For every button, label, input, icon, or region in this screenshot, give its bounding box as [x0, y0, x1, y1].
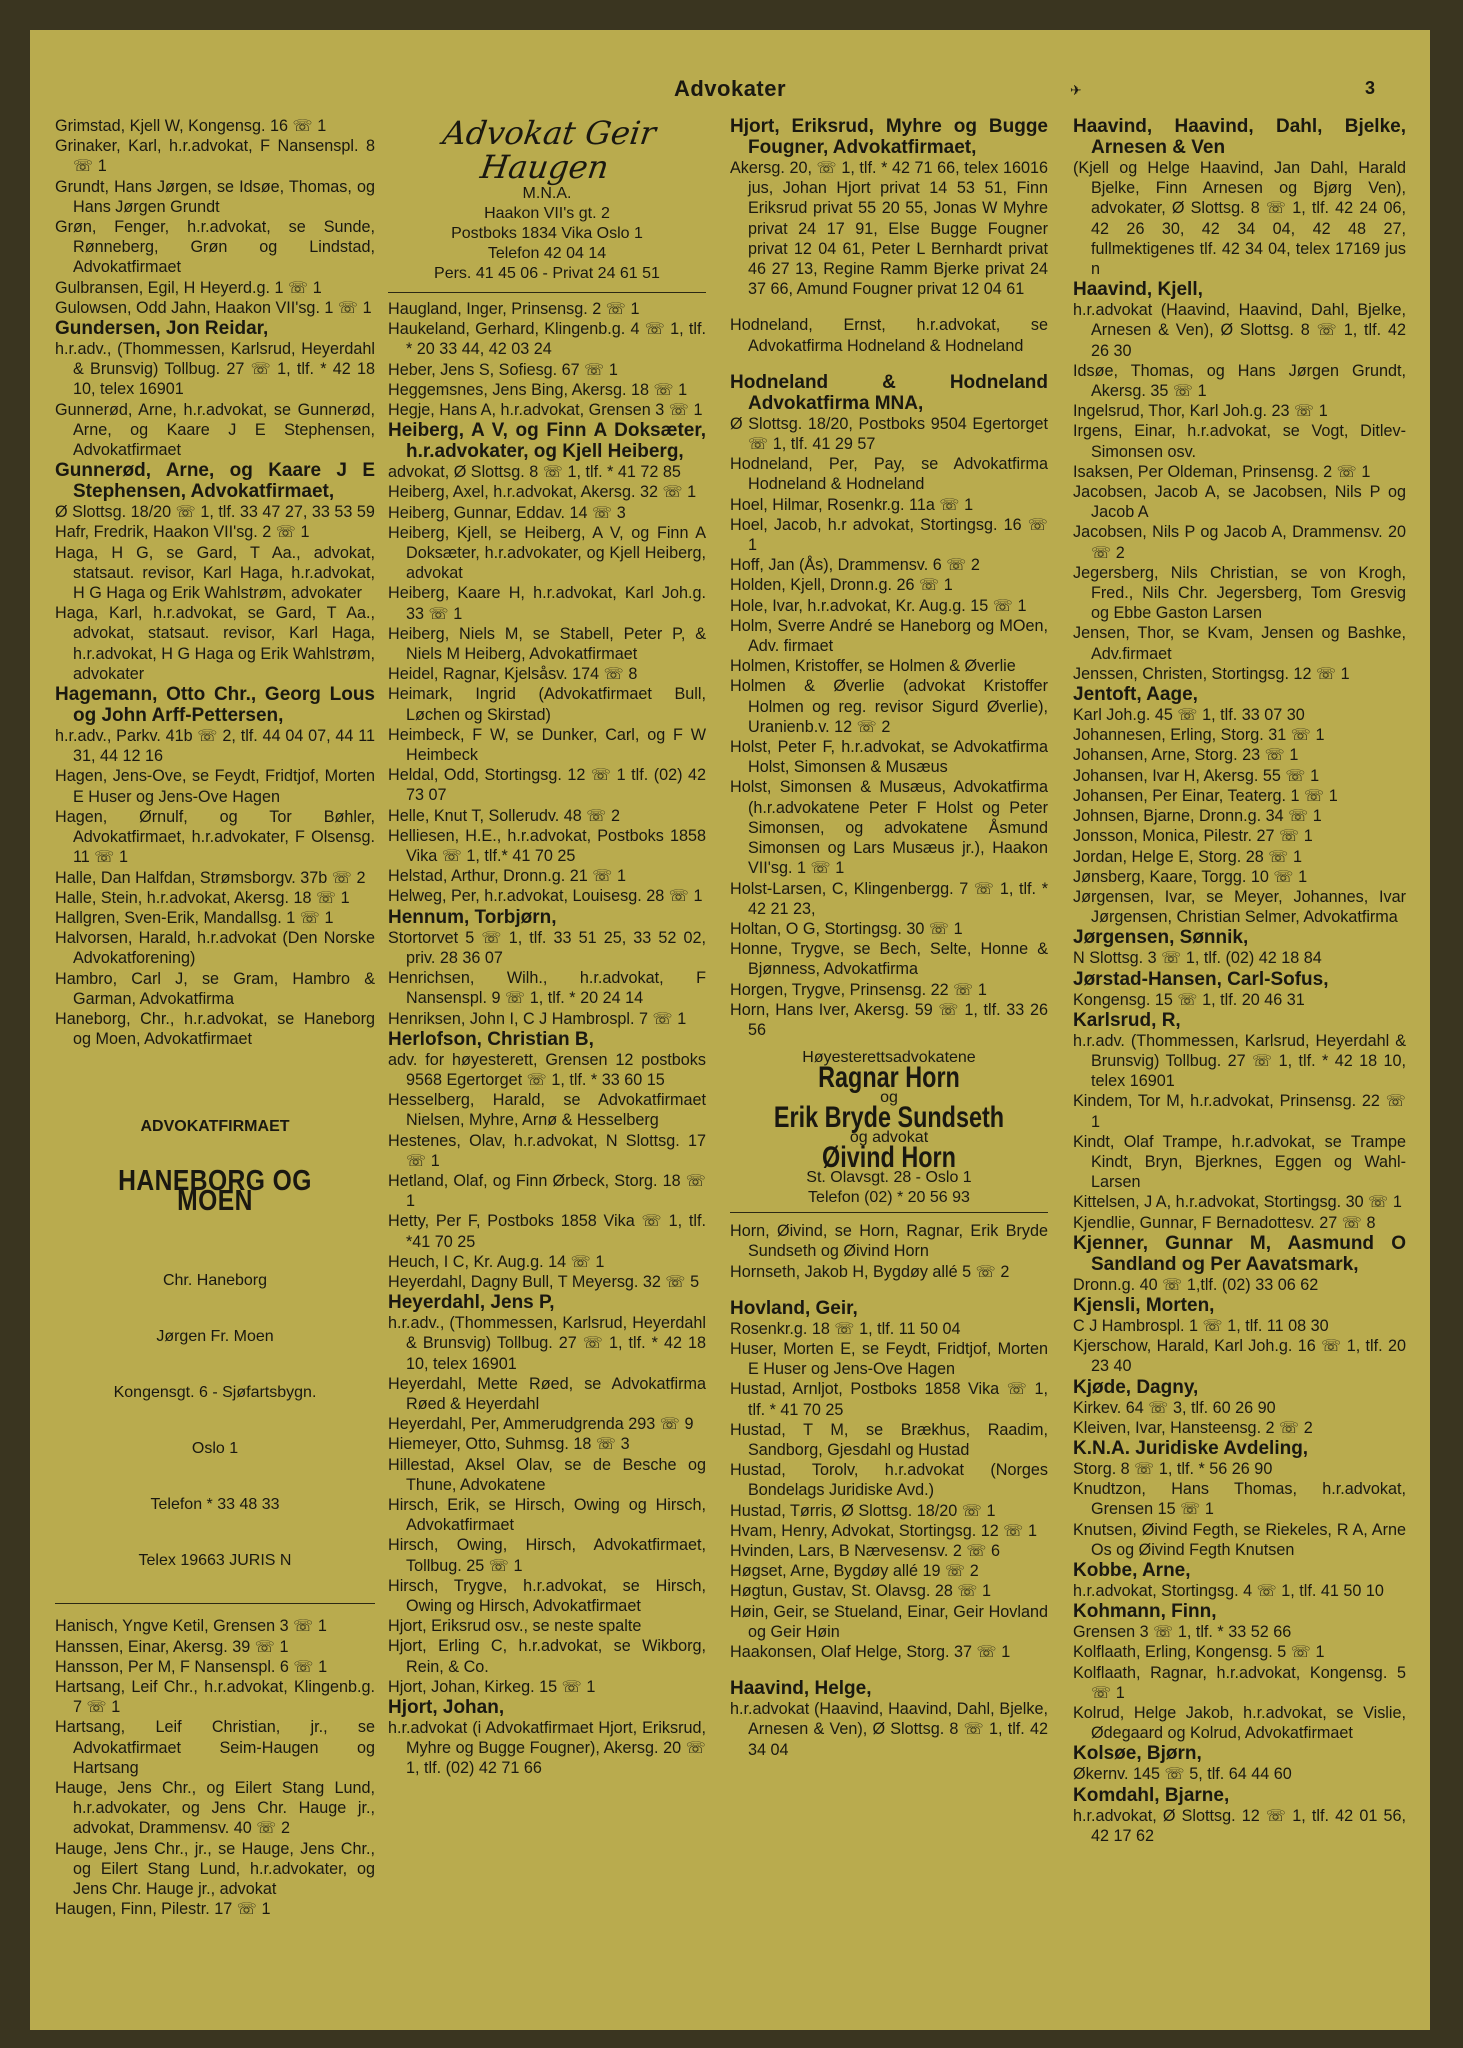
bold-entry-name: Jørstad-Hansen, Carl-Sofus,	[1073, 968, 1329, 990]
bold-entry-name: Kjenner, Gunnar M, Aasmund O Sandland og Per Aavatsmark,	[1073, 1232, 1406, 1275]
directory-entry: Huser, Morten E, se Feydt, Fridtjof, Morten E Huser og Jens-Ove Hagen	[730, 1339, 1048, 1379]
entry-detail: C J Hambrospl. 1 ☏ 1, tlf. 11 08 30	[1073, 1316, 1329, 1335]
bold-entry-name: Kjøde, Dagny,	[1073, 1376, 1199, 1398]
directory-entry: Gulowsen, Odd Jahn, Haakon VII'sg. 1 ☏ 1	[55, 298, 372, 317]
bold-entry-name: Jentoft, Aage,	[1073, 684, 1198, 706]
directory-entry: Grinaker, Karl, h.r.advokat, F Nansenspl. 8 ☏ 1	[55, 137, 375, 176]
bold-entry-name: Haavind, Kjell,	[1073, 279, 1203, 301]
directory-entry: Hvam, Henry, Advokat, Stortingsg. 12 ☏ 1	[730, 1521, 1037, 1540]
column-1	[55, 116, 375, 1919]
bold-entry-name: Gundersen, Jon Reidar,	[55, 318, 269, 340]
ad-line: St. Olavsgt. 28 - Oslo 1	[806, 1169, 972, 1187]
directory-entry: Kindem, Tor M, h.r.advokat, Prinsensg. 22 ☏ 1	[1073, 1092, 1406, 1131]
directory-entry: Heiberg, Niels M, se Stabell, Peter P, & Niels M Heiberg, Advokatfirmaet	[388, 624, 706, 664]
directory-entry: Heyerdahl, Dagny Bull, T Meyersg. 32 ☏ 5	[388, 1272, 700, 1291]
directory-entry: Halvorsen, Harald, h.r.advokat (Den Norske Advokatforening)	[55, 929, 375, 968]
entry-list	[388, 299, 706, 420]
directory-entry: Kjerschow, Harald, Karl Joh.g. 16 ☏ 1, tlf. 20 23 40	[1073, 1337, 1406, 1376]
directory-entry: Johansen, Ivar H, Akersg. 55 ☏ 1	[1073, 766, 1320, 785]
directory-entry: Holtan, O G, Stortingsg. 30 ☏ 1	[730, 919, 963, 938]
page-title: Advokater	[673, 76, 787, 101]
entry-detail: h.r.adv., Parkv. 41b ☏ 2, tlf. 44 04 07, 44 11 31, 44 12 16	[55, 727, 375, 766]
directory-entry: Haga, Karl, h.r.advokat, se Gard, T Aa., advokat, statsaut. revisor, Karl Haga, h.r.advokat, H G Haga og Erik Wahlstrøm, advokater	[55, 604, 375, 683]
entry-detail: h.r.advokat (Haavind, Haavind, Dahl, Bjelke, Arnesen & Ven), Ø Slottsg. 8 ☏ 1, tlf. 42 34 04	[730, 1700, 1048, 1759]
ad-line: Postboks 1834 Vika Oslo 1	[451, 225, 643, 242]
entry-detail: h.r.adv., (Thommessen, Karlsrud, Heyerdahl & Brunsvig) Tollbug. 27 ☏ 1, tlf. * 42 18 10, telex 16901	[55, 340, 375, 399]
ad-line: M.N.A.	[522, 185, 572, 202]
directory-entry: Jenssen, Christen, Stortingsg. 12 ☏ 1	[1073, 664, 1350, 683]
bold-entry-name: Heiberg, A V, og Finn A Doksæter, h.r.advokater, og Kjell Heiberg,	[388, 420, 706, 463]
bold-entry-name: Kobbe, Arne,	[1073, 1559, 1191, 1581]
directory-entry: Høgset, Arne, Bygdøy allé 19 ☏ 2	[730, 1562, 979, 1581]
bold-entry-name: Kjensli, Morten,	[1073, 1294, 1215, 1316]
directory-entry: Irgens, Einar, h.r.advokat, se Vogt, Ditlev-Simonsen osv.	[1073, 422, 1406, 461]
directory-entry: Haga, H G, se Gard, T Aa., advokat, statsaut. revisor, Karl Haga, h.r.advokat, H G Haga og Erik Wahlstrøm, advokater	[55, 543, 375, 603]
directory-entry: Heimark, Ingrid (Advokatfirmaet Bull, Løchen og Skirstad)	[388, 685, 706, 724]
directory-entry: Holmen & Øverlie (advokat Kristoffer Holmen og reg. revisor Sigurd Øverlie), Uranienb.v. 12 ☏ 2	[730, 677, 1048, 736]
ornament-icon: ✈	[1070, 82, 1082, 98]
entry-detail: Kirkev. 64 ☏ 3, tlf. 60 26 90	[1073, 1398, 1276, 1417]
entry-list	[1073, 1642, 1406, 1743]
directory-entry: Hafr, Fredrik, Haakon VII'sg. 2 ☏ 1	[55, 523, 310, 542]
directory-entry: Kjendlie, Gunnar, F Bernadottesv. 27 ☏ 8	[1073, 1213, 1376, 1232]
entry-list	[388, 1374, 706, 1697]
directory-entry: Heimbeck, F W, se Dunker, Carl, og F W Heimbeck	[388, 725, 706, 765]
directory-entry: Idsøe, Thomas, og Hans Jørgen Grundt, Akersg. 35 ☏ 1	[1073, 361, 1406, 401]
column-4	[1073, 116, 1406, 1846]
directory-entry: Hoel, Hilmar, Rosenkr.g. 11a ☏ 1	[730, 495, 974, 514]
page-number: 3	[1365, 78, 1376, 98]
directory-entry: Haukeland, Gerhard, Klingenb.g. 4 ☏ 1, tlf. * 20 33 44, 42 03 24	[388, 320, 706, 359]
directory-entry: Hartsang, Leif Christian, jr., se Advokatfirmaet Seim-Haugen og Hartsang	[55, 1718, 375, 1777]
directory-entry: Henriksen, John I, C J Hambrospl. 7 ☏ 1	[388, 1009, 687, 1028]
directory-entry: Jonsson, Monica, Pilestr. 27 ☏ 1	[1073, 827, 1313, 846]
directory-entry: Hetland, Olaf, og Finn Ørbeck, Storg. 18 ☏ 1	[388, 1171, 706, 1211]
entry-detail: N Slottsg. 3 ☏ 1, tlf. (02) 42 18 84	[1073, 949, 1322, 968]
directory-entry: Heyerdahl, Mette Røed, se Advokatfirma Røed & Heyerdahl	[388, 1374, 706, 1413]
directory-entry: Johannesen, Erling, Storg. 31 ☏ 1	[1073, 726, 1325, 745]
entry-detail: Økernv. 145 ☏ 5, tlf. 64 44 60	[1073, 1765, 1292, 1784]
directory-entry: Grundt, Hans Jørgen, se Idsøe, Thomas, og Hans Jørgen Grundt	[55, 177, 375, 216]
directory-entry: Heggemsnes, Jens Bing, Akersg. 18 ☏ 1	[388, 380, 688, 399]
entry-detail: Stortorvet 5 ☏ 1, tlf. 33 51 25, 33 52 02, priv. 28 36 07	[388, 928, 706, 967]
directory-entry: Johnsen, Bjarne, Dronn.g. 34 ☏ 1	[1073, 807, 1322, 826]
directory-entry: Knutsen, Øivind Fegth, se Riekeles, R A, Arne Os og Øivind Fegth Knutsen	[1073, 1520, 1406, 1559]
directory-entry: Helweg, Per, h.r.advokat, Louisesg. 28 ☏ 1	[388, 887, 703, 906]
bold-entry-name: Hovland, Geir,	[730, 1297, 858, 1319]
ad-line: Telex 19663 JURIS N	[138, 1552, 292, 1570]
directory-entry: Heuch, I C, Kr. Aug.g. 14 ☏ 1	[388, 1252, 605, 1271]
directory-entry: Heyerdahl, Per, Ammerudgrenda 293 ☏ 9	[388, 1415, 694, 1434]
directory-entry: Kindt, Olaf Trampe, h.r.advokat, se Trampe Kindt, Bryn, Bjerknes, Eggen og Wahl-Larsen	[1073, 1132, 1406, 1192]
bold-entry-name: Kohmann, Finn,	[1073, 1601, 1217, 1623]
directory-entry: Hetty, Per F, Postboks 1858 Vika ☏ 1, tlf. *41 70 25	[388, 1212, 706, 1251]
column-3	[730, 116, 1048, 1760]
entry-list	[1073, 725, 1406, 927]
directory-entry: Hagen, Ørnulf, og Tor Bøhler, Advokatfirmaet, h.r.advokater, F Olsensg. 11 ☏ 1	[55, 807, 375, 867]
directory-entry: Hoff, Jan (Ås), Drammensv. 6 ☏ 2	[730, 556, 980, 575]
entry-list	[1073, 1091, 1406, 1232]
directory-entry: Haakonsen, Olaf Helge, Storg. 37 ☏ 1	[730, 1642, 1011, 1661]
directory-entry: Hestenes, Olav, h.r.advokat, N Slottsg. 17 ☏ 1	[388, 1131, 706, 1170]
directory-entry: Hegje, Hans A, h.r.advokat, Grensen 3 ☏ 1	[388, 401, 703, 420]
ad-line: Haakon VII's gt. 2	[484, 205, 610, 222]
bold-entry-name: Haavind, Haavind, Dahl, Bjelke, Arnesen & Ven	[1073, 116, 1406, 158]
entry-list	[1073, 1336, 1406, 1376]
entry-list	[1073, 1479, 1406, 1560]
directory-entry: Holst, Simonsen & Musæus, Advokatfirma (h.r.advokatene Peter F Holst og Peter Simonsen, og advokatene Åsmund Simonsen og Lars Musæus jr.), Haakon VII'sg. 1 ☏ 1	[730, 778, 1048, 878]
entry-list	[388, 1090, 706, 1292]
directory-entry: Kolflaath, Ragnar, h.r.advokat, Kongensg. 5 ☏ 1	[1073, 1663, 1406, 1702]
directory-entry: Heiberg, Kjell, se Heiberg, A V, og Finn A Doksæter, h.r.advokater, og Kjell Heiberg, advokat	[388, 523, 706, 583]
entry: Gunnerød, Arne, h.r.advokat, se Gunnerød, Arne, og Kaare J E Stephensen, Advokatfirmaet	[55, 400, 375, 460]
ad-name: Erik Bryde Sundseth	[773, 1101, 1005, 1135]
ad-line: Telefon * 33 48 33	[150, 1496, 280, 1514]
directory-entry: Hambro, Carl J, se Gram, Hambro & Garman, Advokatfirma	[55, 969, 375, 1008]
directory-entry: Hustad, T M, se Brækhus, Raadim, Sandborg, Gjesdahl og Hustad	[730, 1420, 1048, 1459]
directory-entry: Jacobsen, Jacob A, se Jacobsen, Nils P og Jacob A	[1073, 483, 1406, 522]
directory-entry: Heidel, Ragnar, Kjelsåsv. 174 ☏ 8	[388, 665, 638, 684]
haneborg-ad	[55, 1117, 375, 1604]
directory-entry: Hirsch, Owing, Hirsch, Advokatfirmaet, Tollbug. 25 ☏ 1	[388, 1536, 706, 1575]
entry-detail: Rosenkr.g. 18 ☏ 1, tlf. 11 50 04	[730, 1319, 961, 1338]
bold-entry-name: K.N.A. Juridiske Avdeling,	[1073, 1437, 1309, 1459]
entry-list	[730, 454, 1048, 1040]
bold-entry-name: Hennum, Torbjørn,	[388, 906, 557, 928]
bold-entry-name: Hjort, Johan,	[388, 1697, 505, 1718]
directory-entry: Helstad, Arthur, Dronn.g. 21 ☏ 1	[388, 867, 626, 886]
directory-entry: Hauge, Jens Chr., og Eilert Stang Lund, h.r.advokater, og Jens Chr. Hauge jr., advokat, Drammensv. 40 ☏ 2	[55, 1778, 375, 1838]
directory-entry: Haugen, Finn, Pilestr. 17 ☏ 1	[55, 1900, 271, 1919]
entry-list	[55, 522, 375, 684]
directory-entry: Hallgren, Sven-Erik, Mandallsg. 1 ☏ 1	[55, 908, 334, 927]
directory-entry: Kolrud, Helge Jakob, h.r.advokat, se Vislie, Ødegaard og Kolrud, Advokatfirmaet	[1073, 1704, 1406, 1743]
bold-entry-name: Komdahl, Bjarne,	[1073, 1784, 1230, 1806]
ad-name: Ragnar Horn	[818, 1061, 960, 1095]
entry-list	[55, 766, 375, 1049]
directory-entry: Hiemeyer, Otto, Suhmsg. 18 ☏ 3	[388, 1435, 630, 1454]
directory-entry: Henrichsen, Wilh., h.r.advokat, F Nansenspl. 9 ☏ 1, tlf. * 20 24 14	[388, 969, 706, 1008]
ad-line: Chr. Haneborg	[162, 1272, 268, 1290]
directory-entry: Haugland, Inger, Prinsensg. 2 ☏ 1	[388, 300, 640, 318]
directory-entry: Kleiven, Ivar, Hansteensg. 2 ☏ 2	[1073, 1418, 1313, 1437]
bold-entry-name: Kolsøe, Bjørn,	[1073, 1743, 1202, 1765]
entry-list	[388, 968, 706, 1029]
entry: Hodneland, Ernst, h.r.advokat, se Advokatfirma Hodneland & Hodneland	[730, 316, 1048, 355]
directory-entry: Heiberg, Kaare H, h.r.advokat, Karl Joh.g. 33 ☏ 1	[388, 584, 706, 623]
entry-detail: h.r.adv., (Thommessen, Karlsrud, Heyerdahl & Brunsvig) Tollbug. 27 ☏ 1, tlf. * 42 18 10, telex 16901	[388, 1314, 706, 1373]
directory-entry: Hjort, Johan, Kirkeg. 15 ☏ 1	[388, 1677, 596, 1696]
directory-entry: Johansen, Arne, Storg. 23 ☏ 1	[1073, 746, 1299, 765]
entry-detail: Dronn.g. 40 ☏ 1,tlf. (02) 33 06 62	[1073, 1275, 1319, 1294]
entry-detail: Storg. 8 ☏ 1, tlf. * 56 26 90	[1073, 1459, 1273, 1478]
directory-entry: Hartsang, Leif Chr., h.r.advokat, Klingenb.g. 7 ☏ 1	[55, 1677, 375, 1717]
directory-entry: Holden, Kjell, Dronn.g. 26 ☏ 1	[730, 576, 953, 595]
directory-page	[30, 30, 1430, 2030]
bold-entry-name: Hagemann, Otto Chr., Georg Lous og John Arff-Pettersen,	[55, 684, 375, 727]
directory-entry: Isaksen, Per Oldeman, Prinsensg. 2 ☏ 1	[1073, 462, 1371, 481]
divider	[55, 1603, 375, 1604]
bold-entry-name: Jørgensen, Sønnik,	[1073, 927, 1249, 949]
directory-entry: Hirsch, Trygve, h.r.advokat, se Hirsch, Owing og Hirsch, Advokatfirmaet	[388, 1576, 706, 1615]
entry-list	[55, 116, 375, 318]
directory-entry: Honne, Trygve, se Bech, Selte, Honne & Bjønness, Advokatfirma	[730, 940, 1048, 979]
directory-entry: Hjort, Erling C, h.r.advokat, se Wikborg, Rein, & Co.	[388, 1637, 706, 1676]
directory-entry: Heldal, Odd, Stortingsg. 12 ☏ 1 tlf. (02) 42 73 07	[388, 766, 706, 805]
directory-entry: Hustad, Torolv, h.r.advokat (Norges Bondelags Juridiske Avd.)	[730, 1461, 1048, 1500]
directory-entry: Holm, Sverre André se Haneborg og MOen, Adv. firmaet	[730, 616, 1048, 656]
ad-logo: Advokat Geir Haugen	[440, 114, 659, 186]
entry-detail: Akersg. 20, ☏ 1, tlf. * 42 71 66, telex 16016 jus, Johan Hjort privat 14 53 51, Finn Eriksrud privat 55 20 55, Jonas W Myhre privat 24 17 91, Else Bugge Fougner privat 12 04 61, Peter L Bernhardt privat 46 27 13, Regine Ramm Bjerke privat 24 37 66, Amund Fougner privat 12 04 61	[730, 159, 1048, 299]
entry-list	[388, 482, 706, 906]
entry-detail: Grensen 3 ☏ 1, tlf. * 33 52 66	[1073, 1623, 1292, 1642]
directory-entry: Heiberg, Axel, h.r.advokat, Akersg. 32 ☏ 1	[388, 483, 697, 502]
entry-detail: advokat, Ø Slottsg. 8 ☏ 1, tlf. * 41 72 85	[388, 463, 681, 482]
directory-entry: Helle, Knut T, Sollerudv. 48 ☏ 2	[388, 806, 620, 825]
directory-entry: Heiberg, Gunnar, Eddav. 14 ☏ 3	[388, 503, 626, 522]
directory-entry: Grøn, Fenger, h.r.advokat, se Sunde, Rønneberg, Grøn og Lindstad, Advokatfirmaet	[55, 218, 375, 277]
entry-list	[730, 1221, 1048, 1282]
entry-detail: (Kjell og Helge Haavind, Jan Dahl, Harald Bjelke, Finn Arnesen og Bjørg Ven), advokater, Ø Slottsg. 8 ☏ 1, tlf. 42 24 06, 42 26 30, 42 34 04, 42 48 27, fullmektigenes tlf. 42 34 04, telex 17169 jus n	[1073, 159, 1406, 279]
directory-entry: Høin, Geir, se Stueland, Einar, Geir Hovland og Geir Høin	[730, 1602, 1048, 1641]
entry-detail: Ø Slottsg. 18/20, Postboks 9504 Egertorget ☏ 1, tlf. 41 29 57	[730, 414, 1048, 454]
directory-entry: Hoel, Jacob, h.r advokat, Stortingsg. 16 ☏ 1	[730, 515, 1048, 555]
entry-list	[1073, 1418, 1406, 1438]
directory-entry: Hauge, Jens Chr., jr., se Hauge, Jens Chr., og Eilert Stang Lund, h.r.advokater, og Jens Chr. Hauge jr., advokat	[55, 1839, 375, 1898]
directory-entry: Jønsberg, Kaare, Torgg. 10 ☏ 1	[1073, 867, 1308, 886]
ad-line: Pers. 41 45 06 - Privat 24 61 51	[434, 265, 660, 282]
directory-entry: Hvinden, Lars, B Nærvesensv. 2 ☏ 6	[730, 1541, 1001, 1560]
directory-entry: Johansen, Per Einar, Teaterg. 1 ☏ 1	[1073, 786, 1338, 805]
ad-line: Kongensgt. 6 - Sjøfartsbygn.	[113, 1384, 317, 1402]
directory-entry: Horgen, Trygve, Prinsensg. 22 ☏ 1	[730, 980, 987, 999]
directory-entry: Høgtun, Gustav, St. Olavsg. 28 ☏ 1	[730, 1582, 992, 1601]
directory-entry: Gulbransen, Egil, H Heyerd.g. 1 ☏ 1	[55, 278, 322, 297]
directory-entry: Hansson, Per M, F Nansenspl. 6 ☏ 1	[55, 1657, 328, 1676]
directory-entry: Ingelsrud, Thor, Karl Joh.g. 23 ☏ 1	[1073, 402, 1328, 421]
directory-entry: Jegersberg, Nils Christian, se von Krogh, Fred., Nils Chr. Jegersberg, Tom Gresvig og Ebbe Gaston Larsen	[1073, 563, 1406, 623]
directory-entry: Kittelsen, J A, h.r.advokat, Stortingsg. 30 ☏ 1	[1073, 1193, 1402, 1212]
entry-list	[730, 1339, 1048, 1662]
directory-entry: Grimstad, Kjell W, Kongensg. 16 ☏ 1	[55, 117, 327, 135]
entry-detail: h.r.advokat, Stortingsg. 4 ☏ 1, tlf. 41 50 10	[1073, 1581, 1384, 1600]
ad-name: Øivind Horn	[822, 1141, 956, 1175]
directory-entry: Holst, Peter F, h.r.advokat, se Advokatfirma Holst, Simonsen & Musæus	[730, 738, 1048, 777]
bold-entry-name: Karlsrud, R,	[1073, 1009, 1181, 1031]
directory-entry: Kolflaath, Erling, Kongensg. 5 ☏ 1	[1073, 1643, 1325, 1662]
directory-entry: Hustad, Tørris, Ø Slottsg. 18/20 ☏ 1	[730, 1501, 996, 1520]
ad-line: Oslo 1	[191, 1440, 239, 1458]
directory-entry: Helliesen, H.E., h.r.advokat, Postboks 1858 Vika ☏ 1, tlf.* 41 70 25	[388, 826, 706, 866]
entry-detail: h.r.adv. (Thommessen, Karlsrud, Heyerdahl & Brunsvig) Tollbug. 27 ☏ 1, tlf. * 42 18 10, telex 16901	[1073, 1031, 1406, 1091]
entry-detail: h.r.advokat, Ø Slottsg. 12 ☏ 1, tlf. 42 01 56, 42 17 62	[1073, 1806, 1406, 1845]
bold-entry-name: Hjort, Eriksrud, Myhre og Bugge Fougner, Advokatfirmaet,	[730, 116, 1048, 158]
column-2	[388, 116, 706, 1779]
ad-line: Telefon 42 04 14	[487, 245, 607, 262]
directory-entry: Haneborg, Chr., h.r.advokat, se Haneborg og Moen, Advokatfirmaet	[55, 1009, 375, 1049]
directory-entry: Hesselberg, Harald, se Advokatfirmaet Nielsen, Myhre, Arnø & Hesselberg	[388, 1091, 706, 1130]
entry-detail: Ø Slottsg. 18/20 ☏ 1, tlf. 33 47 27, 33 53 59	[55, 503, 375, 522]
directory-entry: Knudtzon, Hans Thomas, h.r.advokat, Grensen 15 ☏ 1	[1073, 1480, 1406, 1519]
ad-line: Telefon (02) * 20 56 93	[808, 1189, 970, 1207]
bold-entry-name: Haavind, Helge,	[730, 1678, 872, 1700]
directory-entry: Holst-Larsen, C, Klingenbergg. 7 ☏ 1, tlf. * 42 21 23,	[730, 879, 1048, 918]
bold-entry-name: Gunnerød, Arne, og Kaare J E Stephensen, Advokatfirmaet,	[55, 460, 375, 503]
entry-detail: adv. for høyesterett, Grensen 12 postboks 9568 Egertorget ☏ 1, tlf. * 33 60 15	[388, 1050, 706, 1089]
directory-entry: Hornseth, Jakob H, Bygdøy allé 5 ☏ 2	[730, 1262, 1010, 1281]
directory-entry: Hagen, Jens-Ove, se Feydt, Fridtjof, Morten E Huser og Jens-Ove Hagen	[55, 767, 375, 806]
directory-entry: Horn, Hans Iver, Akersg. 59 ☏ 1, tlf. 33 26 56	[730, 1000, 1048, 1039]
directory-entry: Hole, Ivar, h.r.advokat, Kr. Aug.g. 15 ☏ 1	[730, 596, 1027, 615]
entry-detail: h.r.advokat (i Advokatfirmaet Hjort, Eriksrud, Myhre og Bugge Fougner), Akersg. 20 ☏ 1, tlf. (02) 42 71 66	[388, 1719, 706, 1778]
directory-entry: Hanssen, Einar, Akersg. 39 ☏ 1	[55, 1637, 289, 1656]
directory-entry: Jensen, Thor, se Kvam, Jensen og Bashke, Adv.firmaet	[1073, 624, 1406, 663]
ad-line: og advokat	[849, 1129, 929, 1147]
ad-firm-name: HANEBORG OG MOEN	[118, 1165, 312, 1218]
entry-detail: Karl Joh.g. 45 ☏ 1, tlf. 33 07 30	[1073, 706, 1305, 725]
directory-entry: Hustad, Arnljot, Postboks 1858 Vika ☏ 1, tlf. * 41 70 25	[730, 1380, 1048, 1419]
ad-label: ADVOKATFIRMAET	[140, 1118, 290, 1136]
ad-line: og	[880, 1089, 898, 1107]
bold-entry-name: Herlofson, Christian B,	[388, 1028, 594, 1050]
entry-list	[1073, 361, 1406, 684]
directory-entry: Jacobsen, Nils P og Jacob A, Drammensv. 20 ☏ 2	[1073, 523, 1406, 562]
horn-ad	[730, 1048, 1048, 1213]
entry-detail: h.r.advokat (Haavind, Haavind, Dahl, Bjelke, Arnesen & Ven), Ø Slottsg. 8 ☏ 1, tlf. 42 26 30	[1073, 301, 1406, 360]
bold-entry-name: Heyerdahl, Jens P,	[388, 1292, 555, 1314]
directory-entry: Hodneland, Per, Pay, se Advokatfirma Hodneland & Hodneland	[730, 455, 1048, 494]
directory-entry: Jordan, Helge E, Storg. 28 ☏ 1	[1073, 847, 1303, 866]
directory-entry: Halle, Stein, h.r.advokat, Akersg. 18 ☏ 1	[55, 888, 350, 907]
directory-entry: Hillestad, Aksel Olav, se de Besche og Thune, Advokatene	[388, 1455, 706, 1494]
directory-entry: Hirsch, Erik, se Hirsch, Owing og Hirsch, Advokatfirmaet	[388, 1495, 706, 1535]
haugen-ad	[388, 116, 706, 293]
ad-line: Jørgen Fr. Moen	[156, 1328, 274, 1346]
directory-entry: Hjort, Eriksrud osv., se neste spalte	[388, 1617, 642, 1636]
directory-entry: Jørgensen, Ivar, se Meyer, Johannes, Ivar Jørgensen, Christian Selmer, Advokatfirma	[1073, 887, 1406, 927]
directory-entry: Halle, Dan Halfdan, Strømsborgv. 37b ☏ 2	[55, 868, 366, 887]
ad-line: Høyesterettsadvokatene	[802, 1049, 976, 1067]
directory-entry: Heber, Jens S, Sofiesg. 67 ☏ 1	[388, 360, 618, 379]
bold-entry-name: Hodneland & Hodneland Advokatfirma MNA,	[730, 371, 1048, 414]
directory-entry: Holmen, Kristoffer, se Holmen & Øverlie	[730, 657, 1016, 676]
entry-detail: Kongensg. 15 ☏ 1, tlf. 20 46 31	[1073, 990, 1305, 1009]
directory-entry: Horn, Øivind, se Horn, Ragnar, Erik Bryde Sundseth og Øivind Horn	[730, 1222, 1048, 1261]
entry-list	[55, 1616, 375, 1919]
directory-entry: Hanisch, Yngve Ketil, Grensen 3 ☏ 1	[55, 1617, 327, 1636]
